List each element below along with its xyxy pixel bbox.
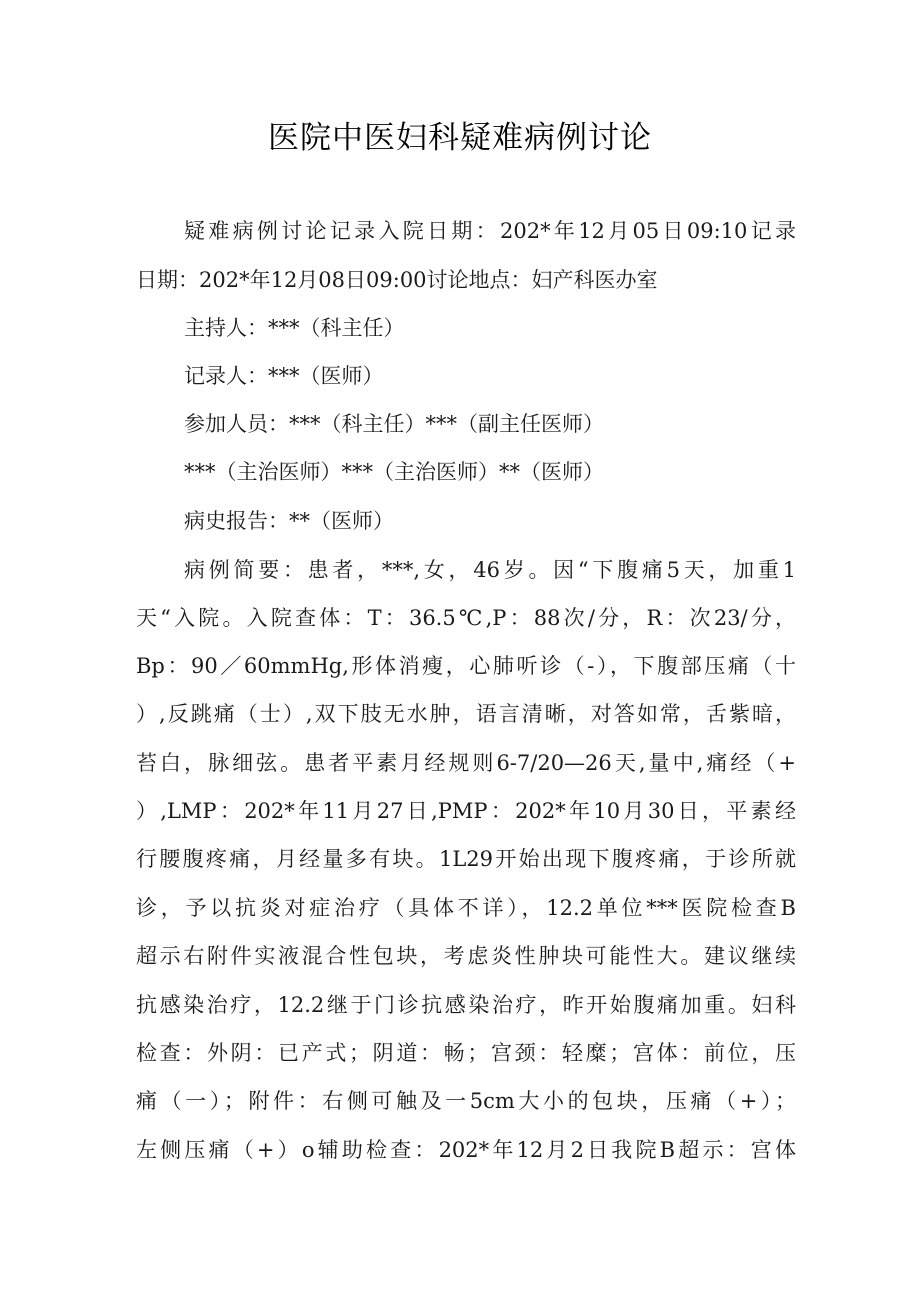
case-summary-line-13: 左侧压痛（+）o辅助检查：202*年12月2日我院B超示：宫体 <box>136 1138 796 1162</box>
history-reporter-line: 病史报告：**（医师） <box>184 509 394 533</box>
case-summary-line-9: 超示右附件实液混合性包块，考虑炎性肿块可能性大。建议继续 <box>136 944 796 968</box>
case-summary-line-8: 诊，予以抗炎对症治疗（具体不详），12.2单位***医院检查B <box>136 896 796 920</box>
case-summary-line-7: 行腰腹疼痛，月经量多有块。1L29开始出现下腹疼痛，于诊所就 <box>136 847 796 871</box>
record-date-location-line: 日期：202*年12月08日09:00讨论地点：妇产科医办室 <box>136 268 658 292</box>
participants-line-1: 参加人员：***（科主任）***（副主任医师） <box>184 412 604 436</box>
case-summary-line-3: Bp：90／60mmHg,形体消瘦，心肺听诊（-），下腹部压痛（十 <box>136 654 796 678</box>
case-summary-line-2: 天“入院。入院查体：T：36.5℃,P：88次/分，R：次23/分， <box>136 606 796 630</box>
case-summary-line-11: 检查：外阴：已产式；阴道：畅；宫颈：轻糜；宫体：前位，压 <box>136 1041 796 1065</box>
host-line: 主持人：***（科主任） <box>184 316 405 340</box>
case-summary-line-1: 病例简要：患者，***,女，46岁。因“下腹痛5天，加重1 <box>184 558 796 582</box>
case-summary-line-12: 痛（一）；附件：右侧可触及一5cm大小的包块，压痛（+）； <box>136 1089 796 1113</box>
case-summary-line-5: 苔白，脉细弦。患者平素月经规则6-7/20—26天,量中,痛经（+ <box>136 751 796 775</box>
participants-line-2: ***（主治医师）***（主治医师）**（医师） <box>184 460 604 484</box>
case-summary-line-4: ）,反跳痛（士）,双下肢无水肿，语言清晰，对答如常，舌紫暗， <box>136 702 796 726</box>
case-summary-line-10: 抗感染治疗，12.2继于门诊抗感染治疗，昨开始腹痛加重。妇科 <box>136 993 796 1017</box>
recorder-line: 记录人：***（医师） <box>184 364 384 388</box>
document-title: 医院中医妇科疑难病例讨论 <box>268 120 652 156</box>
case-summary-line-6: ）,LMP：202*年11月27日,PMP：202*年10月30日，平素经 <box>136 799 796 823</box>
record-admission-date-line: 疑难病例讨论记录入院日期：202*年12月05日09:10记录 <box>184 219 796 243</box>
